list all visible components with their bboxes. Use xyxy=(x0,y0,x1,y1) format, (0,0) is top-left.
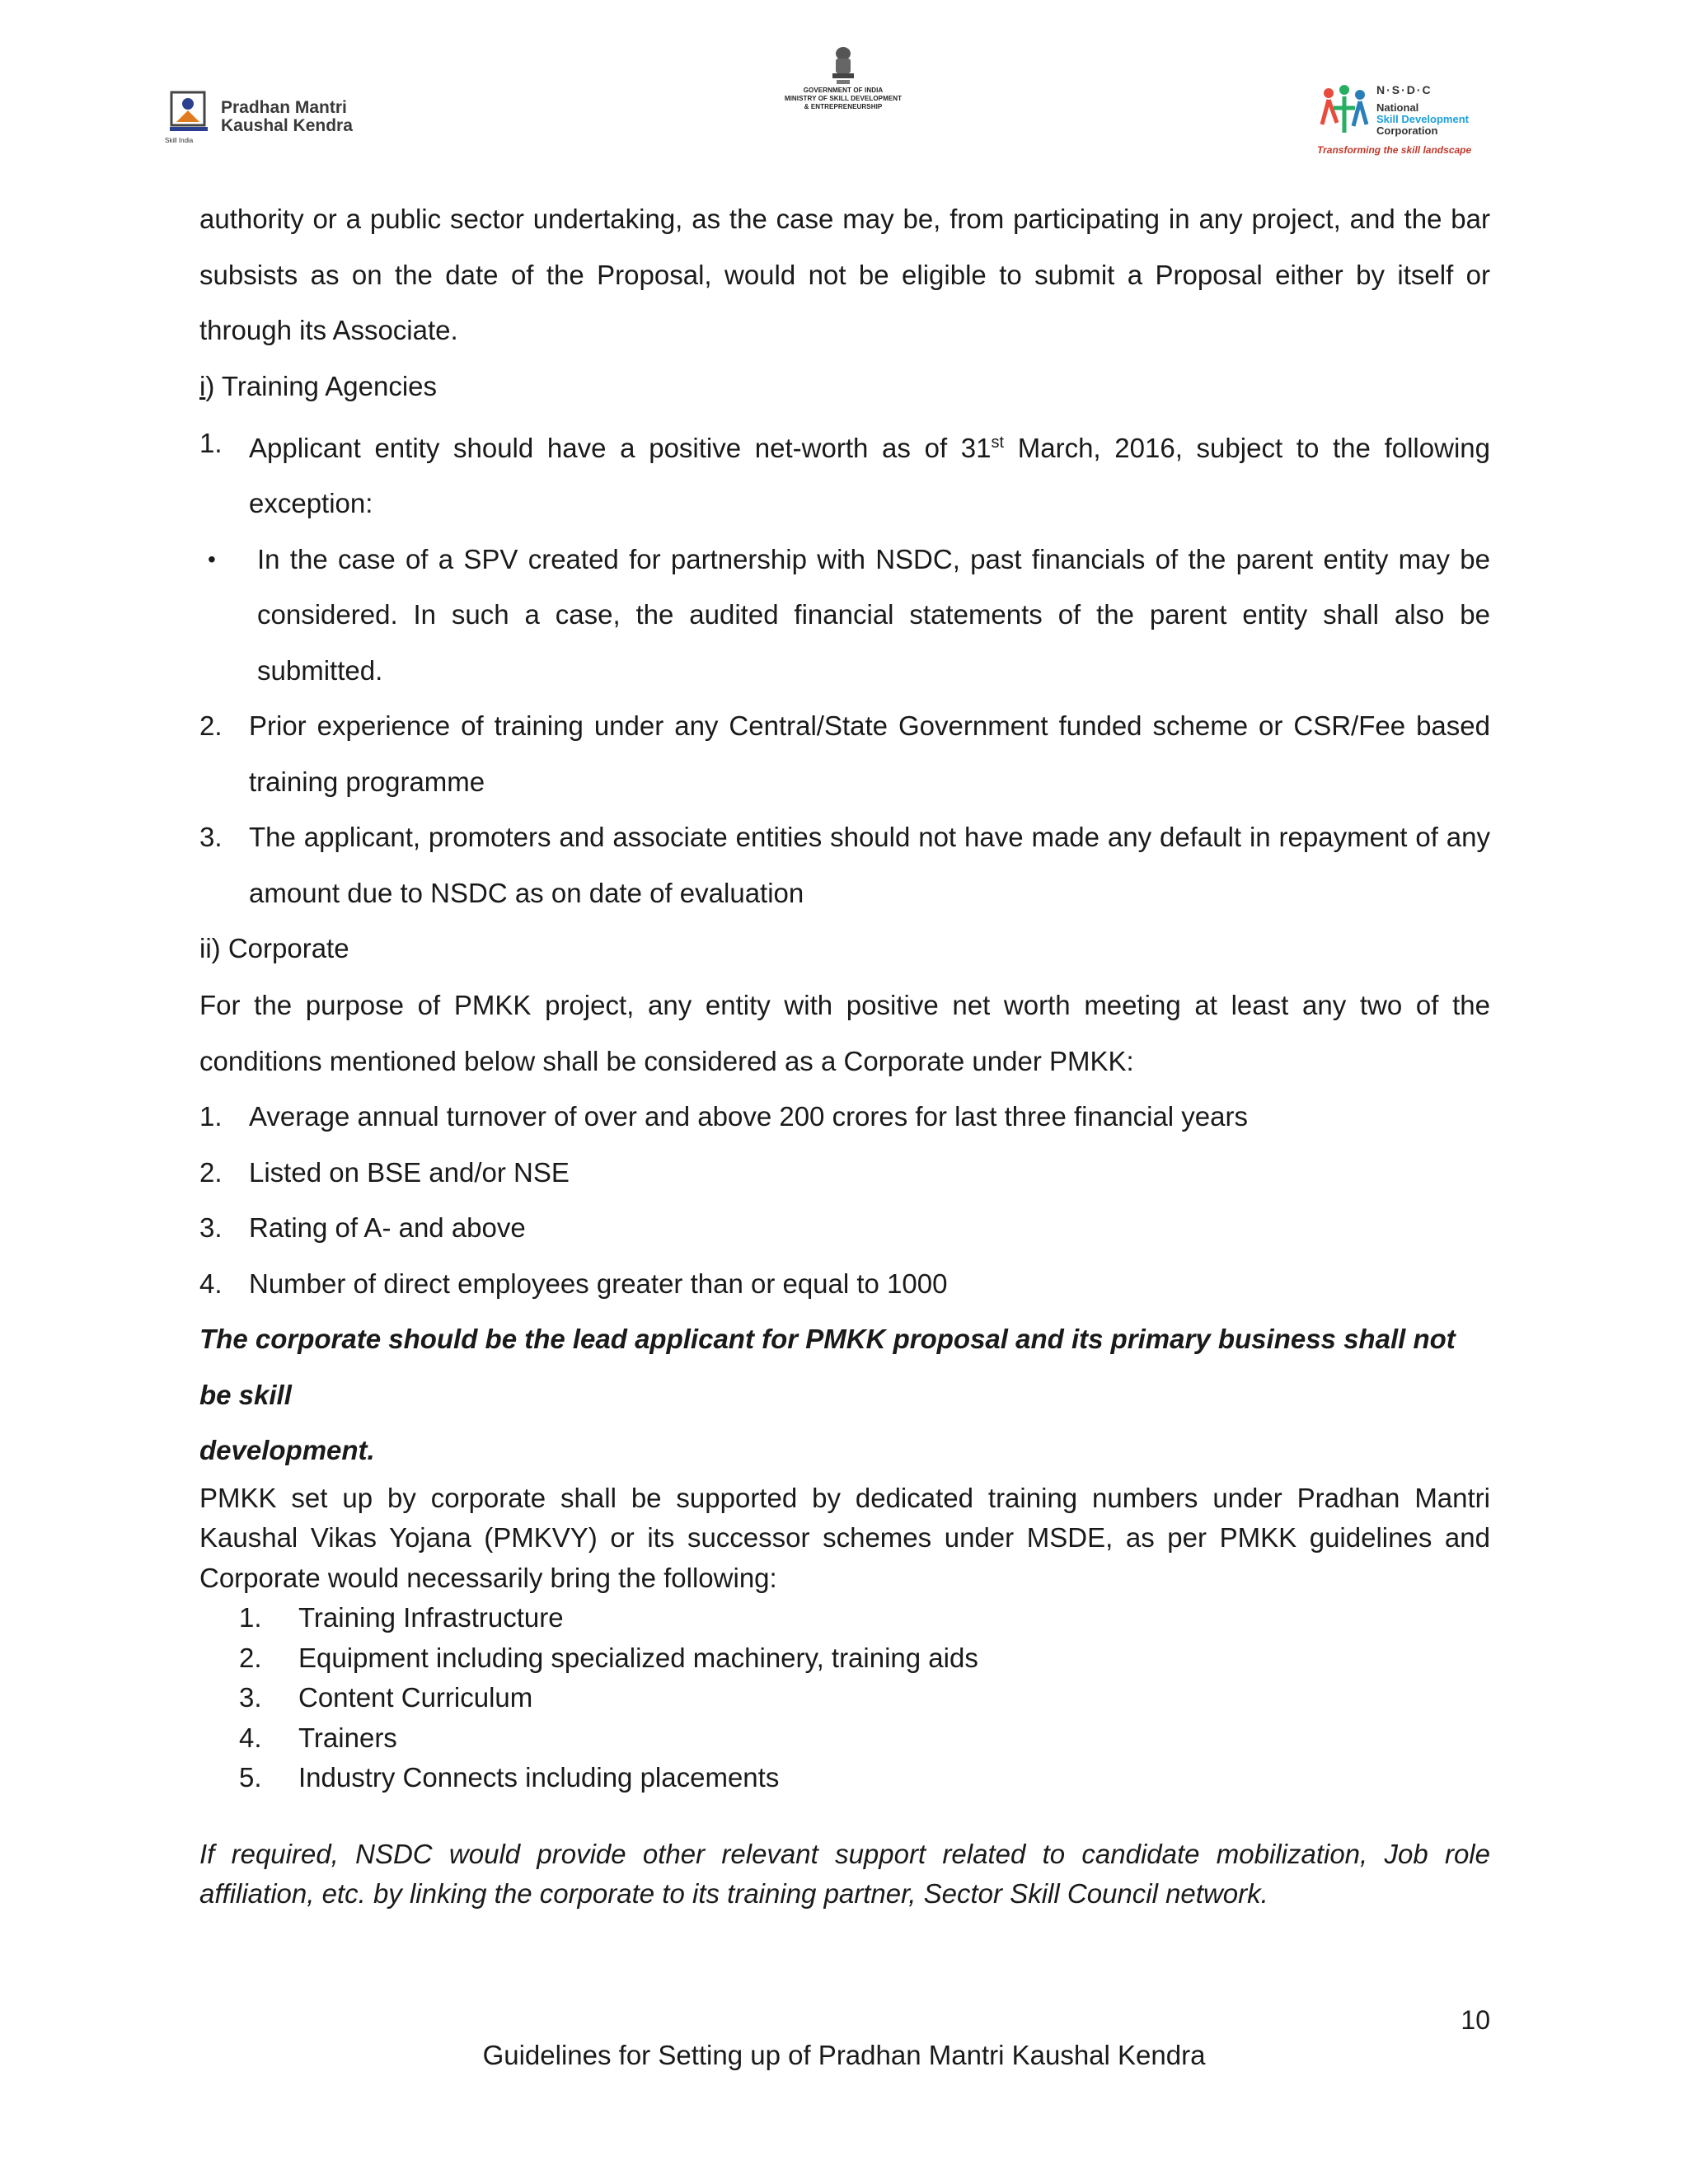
pmkk-logo xyxy=(165,89,354,144)
gov-line-3: & ENTREPRENEURSHIP xyxy=(804,103,883,110)
bullet-item xyxy=(199,532,1490,699)
item-text: Trainers xyxy=(298,1722,397,1753)
item-text: Rating of A- and above xyxy=(249,1212,526,1243)
list-item xyxy=(199,1758,1490,1798)
item-text: Content Curriculum xyxy=(298,1682,533,1713)
list-item xyxy=(199,1718,1490,1759)
heading-rest: ) Training Agencies xyxy=(205,370,438,401)
nsdc-line-3: Corporation xyxy=(1376,124,1438,137)
list-item xyxy=(199,1678,1490,1718)
item-text: Prior experience of training under any Central/State Government funded scheme or CSR/Fee based training programme xyxy=(249,710,1490,797)
list-item xyxy=(199,415,1490,532)
government-emblem-logo xyxy=(740,45,946,128)
list-item xyxy=(199,1089,1490,1145)
item-text-cont: March, 2016, subject to the following exception: xyxy=(249,432,1490,518)
pmkk-name-line2: Kaushal Kendra xyxy=(221,116,353,135)
lead-applicant-note-line1: The corporate should be the lead applicant for PMKK proposal and its primary business shall not be skill xyxy=(199,1324,1456,1410)
list-item xyxy=(199,698,1490,809)
item-text: Training Infrastructure xyxy=(298,1602,564,1633)
bullet-text: In the case of a SPV created for partnership with NSDC, past financials of the parent entity may be considered. In such a case, the audited financial statements of the parent entity shall also be submitted. xyxy=(257,543,1490,686)
footer-title: Guidelines for Setting up of Pradhan Mantri Kaushal Kendra xyxy=(482,2040,1206,2070)
nsdc-line-1: National xyxy=(1376,101,1419,114)
corporate-intro: For the purpose of PMKK project, any entity with positive net worth meeting at least any two of the conditions mentioned below shall be considered as a Corporate under PMKK: xyxy=(199,990,1490,1076)
gov-line-1: GOVERNMENT OF INDIA xyxy=(803,87,884,94)
item-number: 5. xyxy=(239,1762,262,1793)
list-item xyxy=(199,1638,1490,1679)
intro-paragraph: authority or a public sector undertaking, as the case may be, from participating in any project, and the bar subsists as on the date of the Proposal, would not be eligible to submit a Proposal either by itself or through its Associate. xyxy=(199,204,1490,345)
heading-prefix: i xyxy=(199,370,206,401)
bullet-icon: • xyxy=(208,546,216,572)
closing-note: If required, NSDC would provide other relevant support related to candidate mobilization, Job role affiliation, etc. by linking the corporate to its training partner, Sector Skill Council network. xyxy=(199,1838,1490,1909)
item-text: Industry Connects including placements xyxy=(298,1762,780,1793)
document-body xyxy=(199,191,1490,1915)
item-text: The applicant, promoters and associate entities should not have made any default in repayment of any amount due to NSDC as on date of evaluation xyxy=(249,822,1490,908)
corporate-brings-list xyxy=(199,1598,1490,1798)
item-number: 4. xyxy=(199,1268,223,1299)
skill-india-mark-icon xyxy=(165,89,214,140)
item-text: Listed on BSE and/or NSE xyxy=(249,1156,570,1188)
item-number: 3. xyxy=(199,1212,223,1243)
list-item xyxy=(199,1598,1490,1638)
gov-line-2: MINISTRY OF SKILL DEVELOPMENT xyxy=(784,95,903,102)
page-number: 10 xyxy=(1461,2005,1490,2035)
item-text: Number of direct employees greater than or equal to 1000 xyxy=(249,1268,948,1299)
pmkk-name-line1: Pradhan Mantri xyxy=(221,98,347,117)
item-number: 3. xyxy=(239,1682,262,1713)
superscript: st xyxy=(991,433,1005,452)
support-paragraph: PMKK set up by corporate shall be supported by dedicated training numbers under Pradhan Mantri Kaushal Vikas Yojana (PMKVY) or its successor schemes under MSDE, as per PMKK guidelines and Corporate would necessarily bring the following: xyxy=(199,1482,1490,1593)
corporate-conditions-list xyxy=(199,1089,1490,1311)
list-item xyxy=(199,1256,1490,1312)
item-text: Equipment including specialized machinery, training aids xyxy=(298,1642,978,1673)
nsdc-abbr: N·S·D·C xyxy=(1376,83,1432,96)
list-item xyxy=(199,1145,1490,1201)
lead-applicant-note-line2: development. xyxy=(199,1435,375,1465)
nsdc-logo xyxy=(1317,78,1507,161)
item-text: Applicant entity should have a positive net-worth as of 31 xyxy=(249,432,992,463)
item-number: 4. xyxy=(239,1722,262,1753)
item-number: 1. xyxy=(199,1101,223,1132)
skill-india-text: Skill India xyxy=(165,137,194,144)
corporate-heading: ii) Corporate xyxy=(199,933,349,963)
list-item xyxy=(199,1200,1490,1256)
training-agencies-heading xyxy=(199,363,1490,409)
item-number: 1. xyxy=(239,1602,262,1633)
item-number: 3. xyxy=(199,822,223,852)
item-number: 1. xyxy=(199,427,223,458)
item-number: 2. xyxy=(199,710,223,741)
item-number: 2. xyxy=(199,1156,223,1188)
item-text: Average annual turnover of over and above 200 crores for last three financial years xyxy=(249,1101,1248,1132)
nsdc-line-2: Skill Development xyxy=(1376,113,1469,125)
nsdc-tagline: Transforming the skill landscape xyxy=(1317,144,1472,156)
nsdc-figures-icon xyxy=(1317,83,1372,141)
national-emblem-icon xyxy=(827,45,860,87)
list-item xyxy=(199,809,1490,921)
item-number: 2. xyxy=(239,1642,262,1673)
